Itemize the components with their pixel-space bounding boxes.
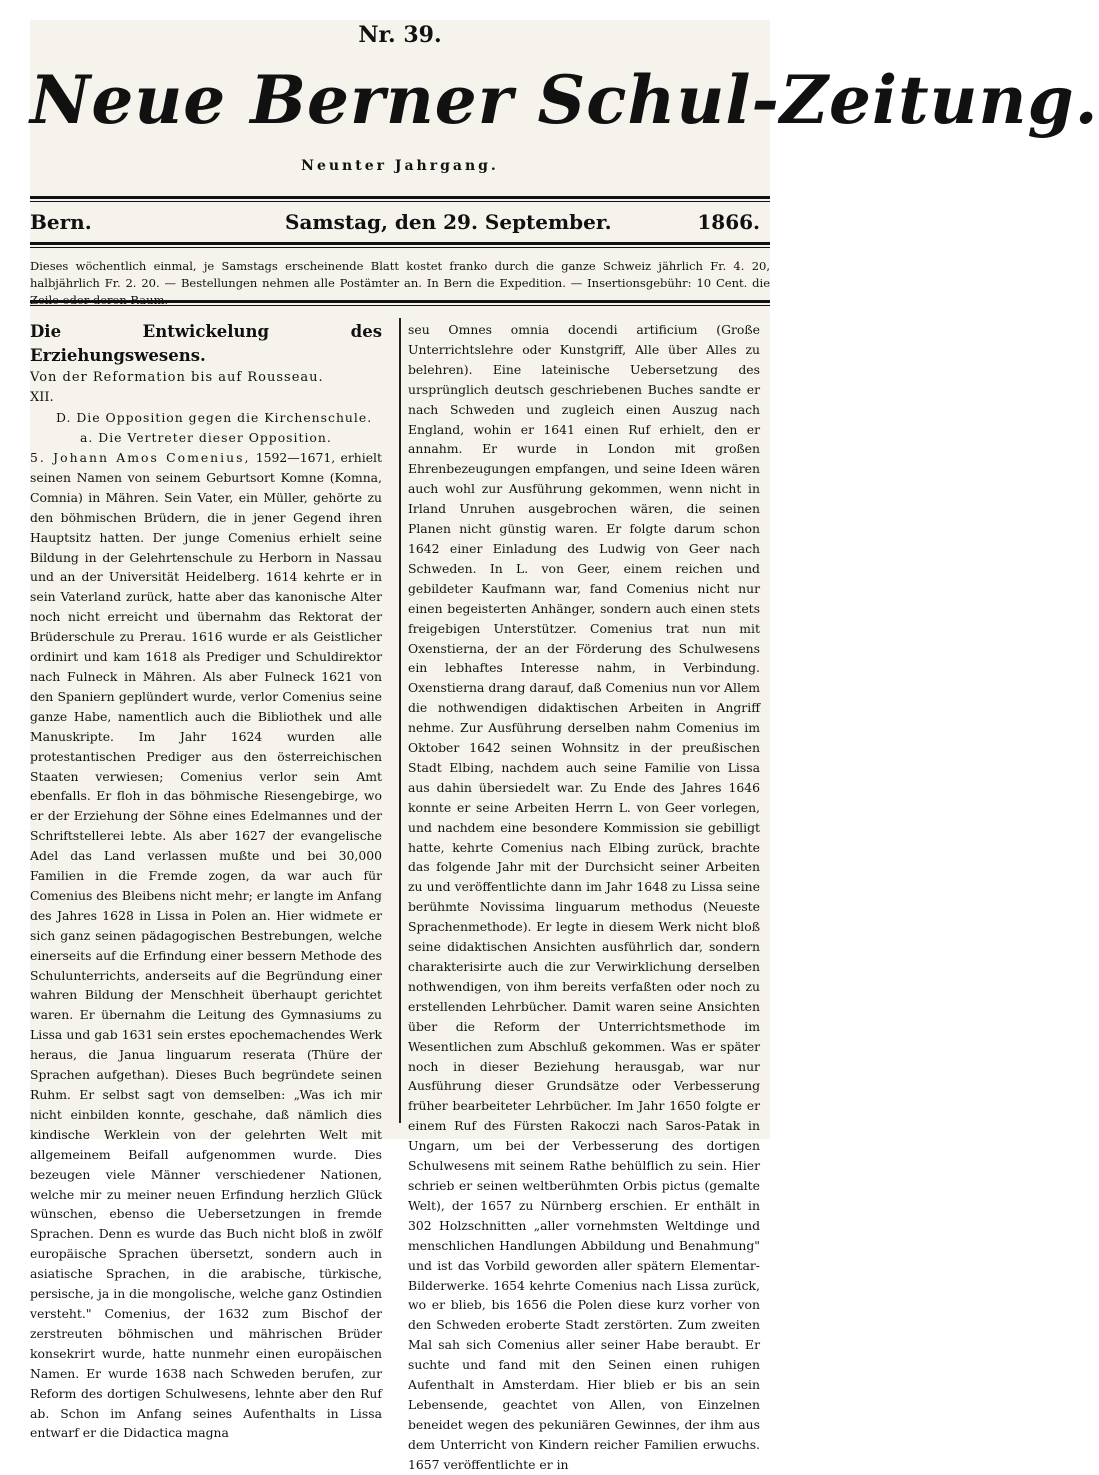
volume-line: Neunter Jahrgang. [301, 158, 499, 174]
article-body-left [30, 448, 382, 1443]
dateline-year: 1866. [697, 210, 760, 234]
article-title: Die Entwickelung des Erziehungswesens. [30, 322, 382, 365]
masthead-rule [30, 196, 770, 202]
article-text-right: seu Omnes omnia docendi artificium (Große Unterrichtslehre oder Kunstgriff, Alle über Alles zu belehren). Eine lateinische Uebersetzung des ursprünglich deutsch geschriebenen Buches sandte er nach Schweden und zugleich einen Auszug nach England, wohin er 1641 einen Ruf erhielt, den er annahm. Er wurde in London mit großen Ehrenbezeugungen empfangen, und seine Ideen wären auch wohl zur Ausführung gekommen, wenn nicht in Irland Unruhen ausgebrochen wären, die seinen Planen nicht günstig waren. Er folgte darum schon 1642 einer Einladung des Ludwig von Geer nach Schweden. In L. von Geer, einem reichen und gebildeter Kaufmann war, fand Comenius nicht nur einen begeisterten Anhänger, sondern auch einen stets freigebigen Unterstützer. Comenius trat nun mit Oxenstierna, der an der Förderung des Schulwesens ein lebhaftes Interesse nahm, in Verbindung. Oxenstierna drang darauf, daß Comenius nun vor Allem die nothwendigen didaktischen Arbeiten in Angriff nehme. Zur Ausführung derselben nahm Comenius im Oktober 1642 seinen Wohnsitz in der preußischen Stadt Elbing, nachdem auch seine Familie von Lissa aus dahin übersiedelt war. Zu Ende des Jahres 1646 konnte er seine Arbeiten Herrn L. von Geer vorlegen, und nachdem eine besondere Kommission sie gebilligt hatte, kehrte Comenius nach Elbing zurück, brachte das folgende Jahr mit der Durchsicht seiner Arbeiten zu und veröffentlichte dann im Jahr 1648 zu Lissa seine berühmte Novissima linguarum methodus (Neueste Sprachenmethode). Er legte in diesem Werk nicht bloß seine didaktischen Ansichten ausführlich dar, sondern charakterisirte auch die zur Verwirklichung derselben nothwendigen, von ihm bereits verfaßten oder noch zu erstellenden Lehrbücher. Damit waren seine Ansichten über die Reform der Unterrichtsmethode im Wesentlichen zum Abschluß gekommen. Was er später noch in dieser Beziehung herausgab, war nur Ausführung dieser Grundsätze oder Verbesserung früher bearbeiteter Lehrbücher. Im Jahr 1650 folgte er einem Ruf des Fürsten Rakoczi nach Saros-Patak in Ungarn, um bei der Verbesserung des dortigen Schulwesens mit seinem Rathe behülflich zu sein. Hier schrieb er seinen weltberühmten Orbis pictus (gemalte Welt), der 1657 zu Nürnberg erschien. Er enthält in 302 Holzschnitten „aller vornehmsten Weltdinge und menschlichen Handlungen Abbildung und Benahmung" und ist das Vorbild geworden aller spätern Elementar-Bilderwerke. 1654 kehrte Comenius nach Lissa zurück, wo er blieb, bis 1656 die Polen diese kurz vorher von den Schweden eroberte Stadt zerstörten. Zum zweiten Mal sah sich Comenius aller seiner Habe beraubt. Er suchte und fand mit den Seinen einen ruhigen Aufenthalt in Amsterdam. Hier blieb er bis an sein Lebensende, geachtet von Allen, von Einzelnen beneidet wegen des pekuniären Gewinnes, der ihm aus dem Unterricht von Kindern reicher Familien erwuchs. 1657 veröffentlichte er in [408, 322, 760, 1472]
issue-number: Nr. 39. [358, 22, 442, 48]
dateline-place: Bern. [30, 210, 92, 234]
masthead-title: Neue Berner Schul-Zeitung. [30, 61, 1099, 139]
column-divider [399, 318, 401, 1123]
item-lead: 5. Johann Amos Comenius, [30, 450, 251, 465]
notice-rule [30, 300, 770, 306]
dateline-date: Samstag, den 29. September. [285, 210, 612, 234]
article-part-number: XII. [30, 390, 54, 405]
article-text-left: 1592—1671, erhielt seinen Namen von seinem Geburtsort Komne (Komna, Comnia) in Mähren. Sein Vater, ein Müller, gehörte zu den böhmischen Brüdern, die in jener Gegend ihren Hauptsitz hatten. Der junge Comenius erhielt seine Bildung in der Gelehrtenschule zu Herborn in Nassau und an der Universität Heidelberg. 1614 kehrte er in sein Vaterland zurück, hatte aber das kanonische Alter noch nicht erreicht und übernahm das Rektorat der Brüderschule zu Prerau. 1616 wurde er als Geistlicher ordinirt und kam 1618 als Prediger und Schuldirektor nach Fulneck in Mähren. Als aber Fulneck 1621 von den Spaniern geplündert wurde, verlor Comenius seine ganze Habe, namentlich auch die Bibliothek und alle Manuskripte. Im Jahr 1624 wurden alle protestantischen Prediger aus den österreichischen Staaten verwiesen; Comenius verlor sein Amt ebenfalls. Er floh in das böhmische Riesengebirge, wo er der Erziehung der Söhne eines Edelmannes und der Schriftstellerei lebte. Als aber 1627 der evangelische Adel das Land verlassen mußte und bei 30,000 Familien in die Fremde zogen, da war auch für Comenius des Bleibens nicht mehr; er langte im Anfang des Jahres 1628 in Lissa in Polen an. Hier widmete er sich ganz seinen pädagogischen Bestrebungen, welche einerseits auf die Erfindung einer bessern Methode des Schulunterrichts, anderseits auf die Begründung einer wahren Bildung der Menschheit überhaupt gerichtet waren. Er übernahm die Leitung des Gymnasiums zu Lissa und gab 1631 sein erstes epochemachendes Werk heraus, die Janua linguarum reserata (Thüre der Sprachen aufgethan). Dieses Buch begründete seinen Ruhm. Er selbst sagt von demselben: „Was ich mir nicht einbilden konnte, geschahe, daß nämlich dies kindische Werklein von der gelehrten Welt mit allgemeinem Beifall aufgenommen wurde. Dies bezeugen viele Männer verschiedener Nationen, welche mir zu meiner neuen Erfindung herzlich Glück wünschen, ebenso die Uebersetzungen in fremde Sprachen. Denn es wurde das Buch nicht bloß in zwölf europäische Sprachen übersetzt, sondern auch in asiatische Sprachen, in die arabische, türkische, persische, ja in die mongolische, welche ganz Ostindien versteht." Comenius, der 1632 zum Bischof der zerstreuten böhmischen und mährischen Brüder konsekrirt wurde, hatte nunmehr einen europäischen Namen. Er wurde 1638 nach Schweden berufen, zur Reform des dortigen Schulwesens, lehnte aber den Ruf ab. Schon im Anfang seines Aufenthalts in Lissa entwarf er die Didactica magna [30, 450, 382, 1441]
article-column-right [408, 320, 760, 1475]
subsection-heading: a. Die Vertreter dieser Opposition. [80, 430, 332, 445]
article-column-left [30, 320, 382, 1443]
dateline [30, 210, 770, 236]
dateline-rule [30, 242, 770, 248]
article-subtitle: Von der Reformation bis auf Rousseau. [30, 370, 324, 385]
section-heading: D. Die Opposition gegen die Kirchenschule. [56, 410, 373, 425]
newspaper-page [30, 20, 1099, 1472]
subscription-notice: Dieses wöchentlich einmal, je Samstags erscheinende Blatt kostet franko durch die ganze Schweiz jährlich Fr. 4. 20, halbjährlich Fr. 2. 20. — Bestellungen nehmen alle Postämter an. In Bern die Expedition. — Insertionsgebühr: 10 Cent. die Zeile oder deren Raum. [30, 259, 770, 307]
